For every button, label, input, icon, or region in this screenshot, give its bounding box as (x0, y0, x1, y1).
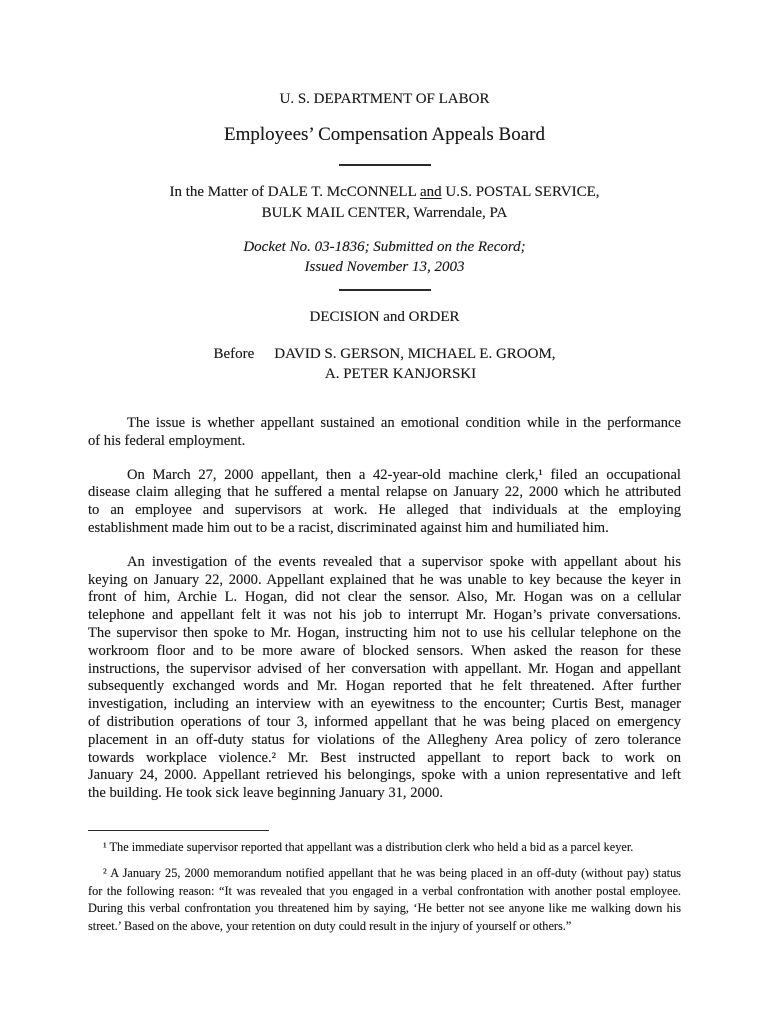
footnote-paragraph (88, 839, 681, 856)
panel-judges-line2: A. PETER KANJORSKI (324, 366, 477, 382)
case-caption-line1 (88, 182, 681, 203)
text-line: street.’ Based on the above, your retention on duty could result in the injury of yourself or others.” (88, 918, 572, 933)
case-caption (88, 182, 681, 224)
text-line: During this verbal confrontation you threatened him by saying, ‘He better not see anyone like me walking down his (88, 901, 681, 916)
top-divider-rule (339, 164, 431, 166)
text-line: subsequently exchanged words and Mr. Hogan reported that he felt threatened. After further (88, 678, 681, 695)
text-line: to an employee and supervisors at work. He alleged that individuals at the employing (88, 502, 681, 519)
text-line: The supervisor then spoke to Mr. Hogan, instructing him not to use his cellular telephone on the (88, 624, 681, 641)
before-label: Before (213, 346, 255, 362)
panel-line1 (88, 344, 681, 364)
footnote-separator-rule (88, 830, 269, 831)
second-divider-rule (339, 289, 431, 291)
text-line: disease claim alleging that he suffered a mental relapse on January 22, 2000 which he attributed (88, 484, 681, 501)
text-line: The issue is whether appellant sustained an emotional condition while in the performance (127, 415, 681, 431)
caption-text-pre: In the Matter of DALE T. McCONNELL (169, 184, 420, 200)
text-line: An investigation of the events revealed that a supervisor spoke with appellant about his (127, 553, 681, 570)
text-line: January 24, 2000. Appellant retrieved his belongings, spoke with a union representative and left (88, 767, 681, 784)
text-line: towards workplace violence.² Mr. Best instructed appellant to report back to work on (88, 749, 681, 766)
text-line: telephone and appellant felt it was not his job to interrupt Mr. Hogan’s private conversations. (88, 607, 681, 624)
text-line: On March 27, 2000 appellant, then a 42-year-old machine clerk,¹ filed an occupational (127, 466, 681, 483)
text-line: workroom floor and to be more aware of blocked sensors. When asked the reason for these (88, 642, 681, 659)
docket-block (88, 237, 681, 277)
panel-block (88, 344, 681, 384)
board-title: Employees’ Compensation Appeals Board (223, 124, 545, 145)
body-text (88, 415, 681, 803)
footnotes-block (88, 839, 681, 935)
text-line: establishment made him out to be a racist, discriminated against him and humiliated him. (88, 519, 609, 536)
caption-and-underlined: and (419, 184, 442, 200)
text-line: front of him, Archie L. Hogan, did not clear the sensor. Also, Mr. Hogan was on a cellular (88, 589, 681, 606)
decision-heading: DECISION and ORDER (309, 309, 460, 325)
text-line: instructions, the supervisor advised of her conversation with appellant. Mr. Hogan and appellant (88, 660, 681, 677)
caption-text-post: U.S. POSTAL SERVICE, (441, 184, 600, 200)
text-line: investigation, including an interview with an eyewitness to the encounter; Curtis Best, manager (88, 696, 681, 713)
body-paragraph (88, 415, 681, 451)
text-line: for the following reason: “It was revealed that you engaged in a verbal confrontation with another postal employee. (88, 883, 681, 898)
panel-judges-line1: DAVID S. GERSON, MICHAEL E. GROOM, (274, 346, 556, 362)
text-line: the building. He took sick leave beginning January 31, 2000. (88, 785, 444, 802)
body-paragraph (88, 467, 681, 538)
docket-line: Docket No. 03-1836; Submitted on the Record; (243, 239, 526, 255)
text-line: ¹ The immediate supervisor reported that appellant was a distribution clerk who held a bid as a parcel keyer. (103, 839, 634, 854)
text-line: placement in an off-duty status for violations of the Allegheny Area policy of zero tolerance (88, 731, 681, 748)
case-caption-line2: BULK MAIL CENTER, Warrendale, PA (261, 205, 508, 221)
text-line: keying on January 22, 2000. Appellant explained that he was unable to key because the keyer in (88, 571, 681, 588)
text-line: of his federal employment. (88, 432, 246, 449)
text-line: ² A January 25, 2000 memorandum notified appellant that he was being placed in an off-duty (without pay) status (103, 866, 681, 881)
text-line: of distribution operations of tour 3, informed appellant that he was being placed on emergency (88, 713, 681, 730)
body-paragraph (88, 554, 681, 803)
agency-name: U. S. DEPARTMENT OF LABOR (279, 91, 490, 107)
issued-date-line: Issued November 13, 2003 (304, 259, 465, 275)
footnote-paragraph (88, 865, 681, 935)
